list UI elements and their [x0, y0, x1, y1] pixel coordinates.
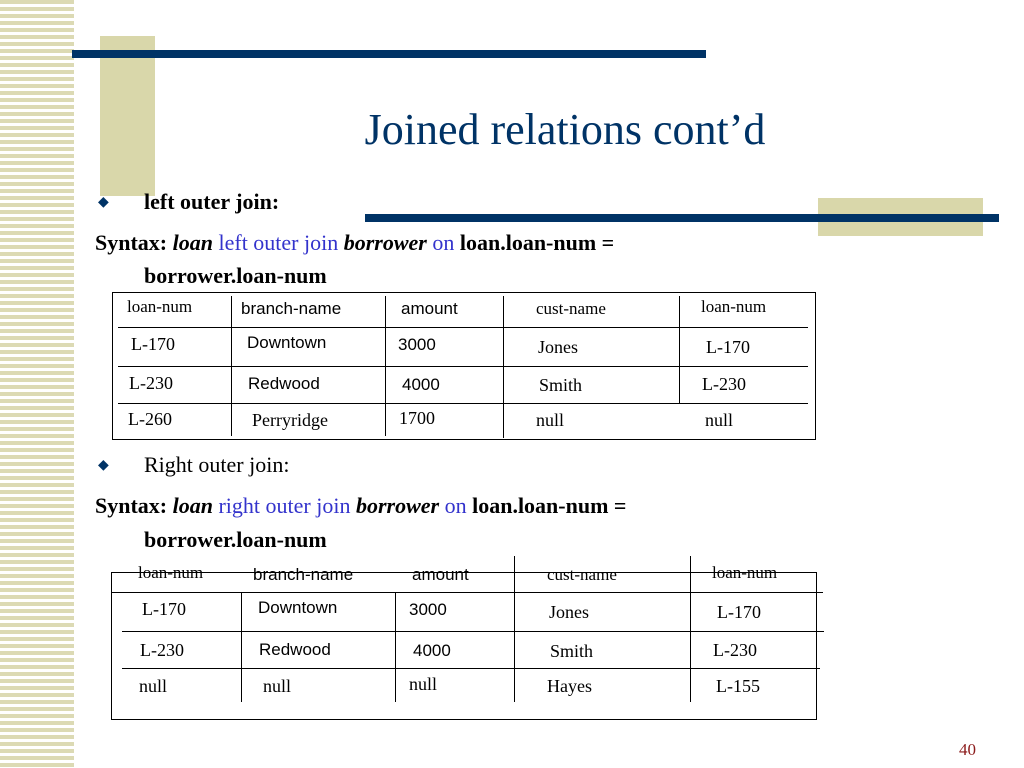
table-cell: L-170	[131, 334, 175, 354]
table-cell: null	[536, 410, 565, 430]
row-divider	[111, 592, 823, 593]
col-divider	[514, 556, 515, 702]
on-keyword: on	[432, 230, 455, 255]
right-outer-join-heading: Right outer join:	[144, 452, 290, 477]
table-cell: Smith	[539, 375, 583, 395]
table-cell: L-230	[129, 373, 173, 393]
header-cell: cust-name	[547, 565, 617, 584]
table-cell: L-230	[140, 640, 184, 660]
table-cell: 4000	[413, 641, 451, 660]
join-condition-part2: borrower.loan-num	[144, 527, 327, 552]
table-cell: Redwood	[248, 374, 320, 393]
syntax-label: Syntax:	[95, 493, 168, 518]
right-relation: borrower	[343, 230, 427, 255]
row-divider	[118, 366, 808, 367]
header-cell: loan-num	[127, 297, 193, 316]
syntax-line-2	[95, 493, 626, 519]
left-outer-join-heading: left outer join:	[144, 189, 280, 214]
on-keyword: on	[444, 493, 467, 518]
right-relation: borrower	[355, 493, 440, 518]
header-cell: amount	[412, 565, 469, 584]
row-divider	[118, 403, 808, 404]
table-cell: L-170	[706, 337, 750, 357]
slide-title: Joined relations cont’d	[364, 105, 766, 154]
col-divider	[690, 556, 691, 702]
diamond-bullet-icon: ◆	[98, 458, 109, 473]
table-border	[111, 572, 817, 720]
header-cell: loan-num	[712, 563, 778, 582]
table-cell: null	[409, 674, 438, 694]
header-cell: cust-name	[536, 299, 606, 318]
col-divider	[503, 296, 504, 438]
table-cell: L-230	[702, 374, 746, 394]
col-divider	[241, 592, 242, 702]
table-cell: L-230	[713, 640, 757, 660]
header-cell: amount	[401, 299, 458, 318]
col-divider	[395, 592, 396, 702]
header-cell: branch-name	[241, 299, 342, 318]
syntax-line-1	[95, 230, 614, 256]
left-relation: loan	[172, 493, 213, 518]
col-divider	[679, 296, 680, 404]
page-number: 40	[959, 740, 976, 759]
row-divider	[118, 327, 808, 328]
join-operator: right outer join	[218, 493, 351, 518]
table-cell: 1700	[399, 408, 435, 428]
table-cell: L-170	[142, 599, 186, 619]
join-condition-part1: loan.loan-num =	[459, 230, 615, 255]
table-cell: 4000	[402, 375, 440, 394]
table-cell: L-155	[716, 676, 760, 696]
table-cell: 3000	[409, 600, 447, 619]
header-cell: loan-num	[701, 297, 767, 316]
diamond-bullet-icon: ◆	[98, 195, 109, 210]
table-cell: 3000	[398, 335, 436, 354]
table-cell: Jones	[538, 337, 578, 357]
row-divider	[122, 631, 824, 632]
table-cell: Downtown	[258, 598, 338, 617]
join-operator: left outer join	[218, 230, 339, 255]
top-navy-rule	[72, 50, 706, 58]
header-cell: loan-num	[138, 563, 204, 582]
table-cell: L-170	[717, 602, 761, 622]
table-cell: Perryridge	[252, 410, 328, 430]
table-cell: Hayes	[547, 676, 592, 696]
table-cell: null	[263, 676, 292, 696]
mid-navy-rule	[365, 214, 999, 222]
table-cell: Redwood	[259, 640, 331, 659]
left-relation: loan	[172, 230, 213, 255]
table-cell: null	[139, 676, 168, 696]
table-cell: Jones	[549, 602, 589, 622]
table-cell: Smith	[550, 641, 594, 661]
table-cell: Downtown	[247, 333, 327, 352]
join-condition-part1: loan.loan-num =	[472, 493, 627, 518]
header-cell: branch-name	[253, 565, 354, 584]
table-cell: null	[705, 410, 734, 430]
syntax-label: Syntax:	[95, 230, 168, 255]
row-divider	[122, 668, 820, 669]
join-condition-part2: borrower.loan-num	[144, 263, 327, 288]
table-cell: L-260	[128, 409, 172, 429]
